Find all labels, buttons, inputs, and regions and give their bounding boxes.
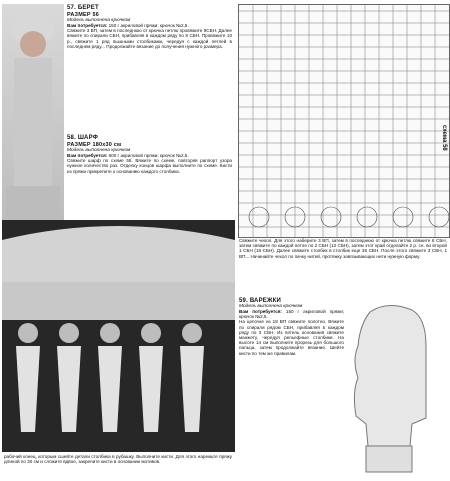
section-number: 57. <box>67 5 76 11</box>
instructions-text: Свяжите 3 ВП, затем в последнюю от крючка петлю провяжите 9СБН. Далее вяжите по спирали СБН, прибавляя в каждом ряду по 8 СБН. Провяжите 10 р., свяжите 1 ряд пышными столбиками, чередуя с каждой петлей в последнем ряду... Продолжайте вязание до получения нужного размера. <box>67 28 232 49</box>
schema-label: схема 58 <box>441 125 447 151</box>
scarf-finishing-text: Свяжите чехол. Для этого наберите 3 ВП, затем в последнюю от крючка петлю свяжите 6 СБН, затем свяжите по каждой петле по 2 СБН (12 СБН), затем этот край отделайте 2 р. сн. во второй 1 СБН (18 СБН). Далее свяжите столбик в столбик еще 36 СБН. После этого свяжите 3 СБН, 1 ВП... Начинайте чехол по пачку нитей, протяжку завязывающих нити нужную форму. <box>239 238 447 259</box>
size-value: 56 <box>92 12 99 18</box>
instructions-text: Свяжите шарф по схеме 58. Вяжите по схеме, повторяя раппорт узора нужное количество раз. Отделку концов шарфа выполните по схеме. Кисти из пряжи прикрепите к основанию каждого столбика. <box>67 158 232 174</box>
instructions-text: На цепочке из 18 ВП свяжите полотно. Вяжите по спирали рядом СБН, прибавляя в каждом ряду по 3 СБН. Из петель основания свяжите манжету, чередуя рельефные столбики. На высоте 14 см выполните прорезь для большого пальца, затем продолжайте вязание. Шейте кисти по тем же правилам. <box>239 319 344 356</box>
section-title: БЕРЕТ <box>77 5 99 11</box>
beret-model-photo <box>2 4 64 220</box>
scarf-detail-photo <box>2 220 235 452</box>
section-59 <box>239 298 344 356</box>
subtitle: Модель выполнена крючком <box>67 148 131 153</box>
section-title: ШАРФ <box>77 135 99 141</box>
subtitle: Модель выполнена крючком <box>239 304 303 309</box>
materials-text: 150 г акриловой пряжи; крючок №2,5. <box>108 23 189 28</box>
materials-text: 600 г акриловой пряжи; крючок №2,5. <box>108 153 189 158</box>
size-value: 180х30 см <box>92 142 122 148</box>
section-57 <box>67 5 232 49</box>
bottom-text: рабочий конец, которым сшейте детали столбика в рубашку. Выполните кисти. Для этого нарежьте пряжу длиной по 30 см и сложите вдвое, закрепите кисти в основании мотивов. <box>4 454 232 465</box>
materials-label: Вам потребуется: <box>239 309 282 314</box>
subtitle: Модель выполнена крючком <box>67 18 131 23</box>
materials-label: Вам потребуется: <box>67 153 108 158</box>
section-title: ВАРЕЖКИ <box>249 298 281 304</box>
materials-label: Вам потребуется: <box>67 23 108 28</box>
size-label: РАЗМЕР <box>67 12 91 18</box>
section-58 <box>67 135 232 174</box>
size-label: РАЗМЕР <box>67 142 91 148</box>
scarf-stitch-diagram <box>238 4 450 238</box>
section-number: 59. <box>239 298 248 304</box>
mitten-illustration <box>346 300 448 476</box>
section-number: 58. <box>67 135 76 141</box>
materials-text: 150 г акриловой пряжи; крючок №2,5. <box>239 309 344 320</box>
